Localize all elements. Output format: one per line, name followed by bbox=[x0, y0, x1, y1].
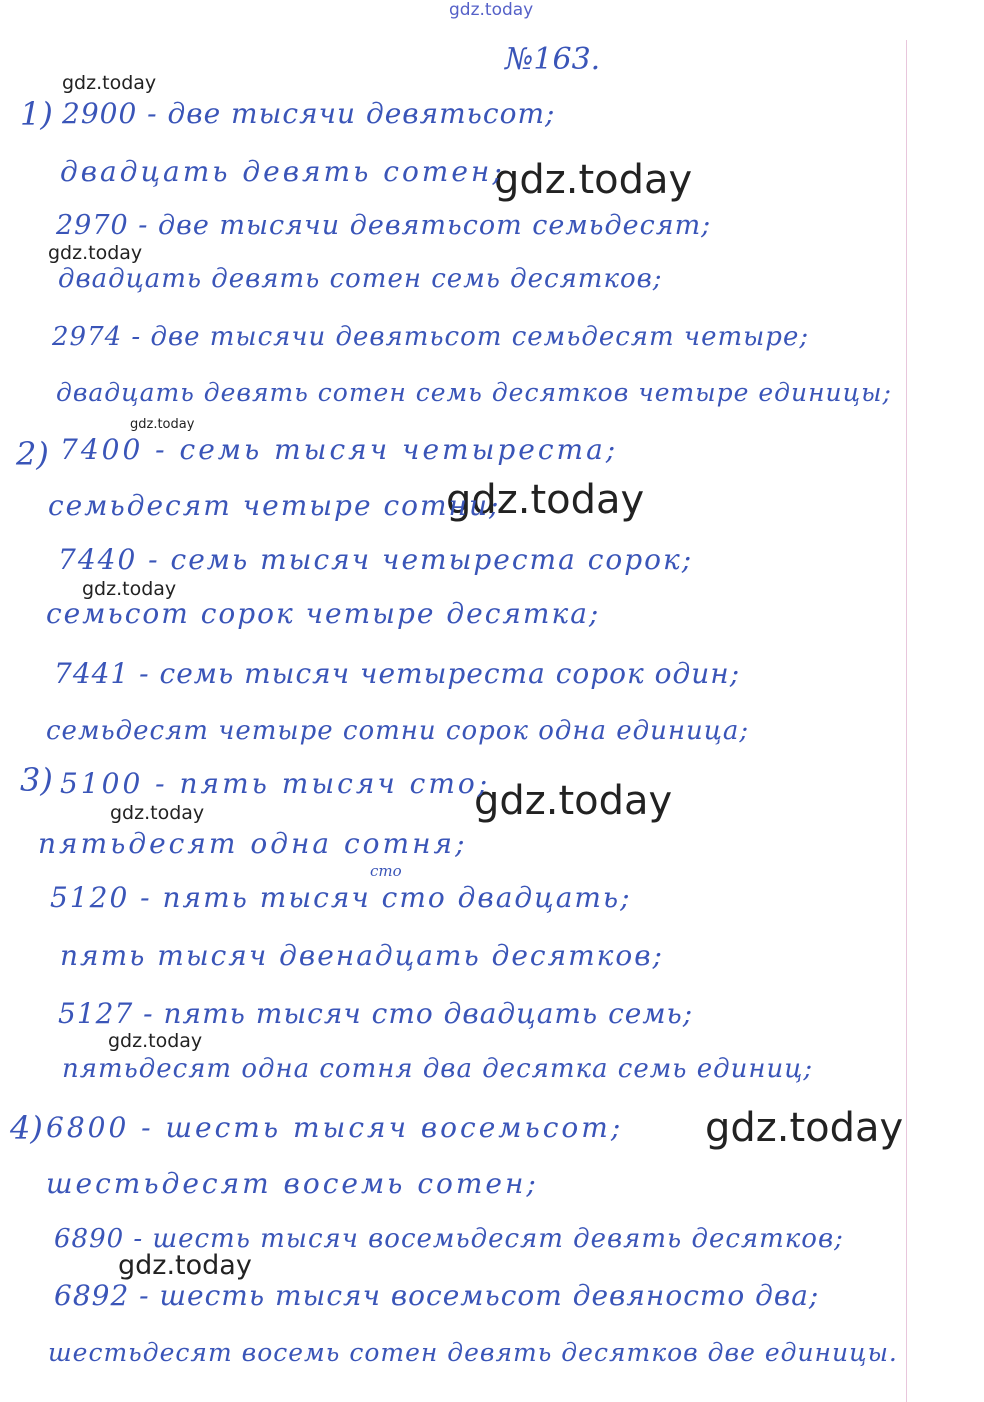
handwritten-line: 2900 - две тысячи девятьсот; bbox=[62, 97, 556, 130]
watermark: gdz.today bbox=[446, 477, 645, 523]
item-number-4: 4) bbox=[10, 1109, 43, 1147]
handwritten-line: шестьдесят восемь сотен девять десятков две единицы. bbox=[48, 1338, 898, 1367]
margin-line bbox=[906, 40, 907, 1402]
handwritten-line: двадцать девять сотен семь десятков; bbox=[58, 264, 663, 294]
watermark: gdz.today bbox=[62, 72, 157, 94]
handwritten-line: шестьдесят восемь сотен; bbox=[46, 1167, 539, 1200]
handwritten-line: пятьдесят одна сотня два десятка семь единиц; bbox=[62, 1054, 814, 1084]
handwritten-line: 5100 - пять тысяч сто; bbox=[60, 767, 491, 800]
watermark: gdz.today bbox=[474, 778, 673, 824]
handwritten-line: двадцать девять сотен семь десятков четыре единицы; bbox=[56, 378, 892, 407]
watermark-top: gdz.today bbox=[449, 0, 534, 20]
handwritten-line: 2974 - две тысячи девятьсот семьдесят четыре; bbox=[52, 322, 810, 352]
handwritten-line: 7400 - семь тысяч четыреста; bbox=[60, 433, 619, 466]
inserted-word: сто bbox=[370, 862, 402, 880]
watermark: gdz.today bbox=[130, 417, 195, 432]
handwritten-line: 7440 - семь тысяч четыреста сорок; bbox=[58, 543, 694, 576]
handwritten-line: 2970 - две тысячи девятьсот семьдесят; bbox=[56, 210, 712, 241]
handwritten-line: семьдесят четыре сотни сорок одна единица; bbox=[46, 716, 750, 746]
watermark: gdz.today bbox=[705, 1105, 904, 1151]
handwritten-line: 6890 - шесть тысяч восемьдесят девять десятков; bbox=[54, 1224, 844, 1254]
watermark: gdz.today bbox=[108, 1030, 203, 1052]
watermark: gdz.today bbox=[82, 578, 177, 600]
handwritten-line: 5127 - пять тысяч сто двадцать семь; bbox=[58, 997, 694, 1030]
handwritten-line: семьсот сорок четыре десятка; bbox=[46, 597, 601, 630]
handwritten-line: двадцать девять сотен; bbox=[60, 155, 505, 188]
watermark: gdz.today bbox=[110, 802, 205, 824]
watermark: gdz.today bbox=[118, 1250, 252, 1281]
handwritten-line: 7441 - семь тысяч четыреста сорок один; bbox=[54, 657, 741, 690]
item-number-2: 2) bbox=[16, 435, 49, 473]
item-number-1: 1) bbox=[20, 95, 53, 133]
watermark: gdz.today bbox=[494, 157, 693, 203]
handwritten-line: 5120 - пять тысяч сто двадцать; bbox=[50, 881, 632, 914]
handwritten-line: пять тысяч двенадцать десятков; bbox=[60, 939, 664, 972]
handwritten-line: 6892 - шесть тысяч восемьсот девяносто два; bbox=[54, 1279, 820, 1312]
watermark: gdz.today bbox=[48, 242, 143, 264]
handwritten-line: семьдесят четыре сотни; bbox=[48, 489, 501, 522]
exercise-number: №163. bbox=[505, 42, 601, 77]
handwritten-line: пятьдесят одна сотня; bbox=[38, 827, 468, 860]
handwritten-line: 6800 - шесть тысяч восемьсот; bbox=[46, 1111, 624, 1144]
item-number-3: 3) bbox=[20, 761, 53, 799]
